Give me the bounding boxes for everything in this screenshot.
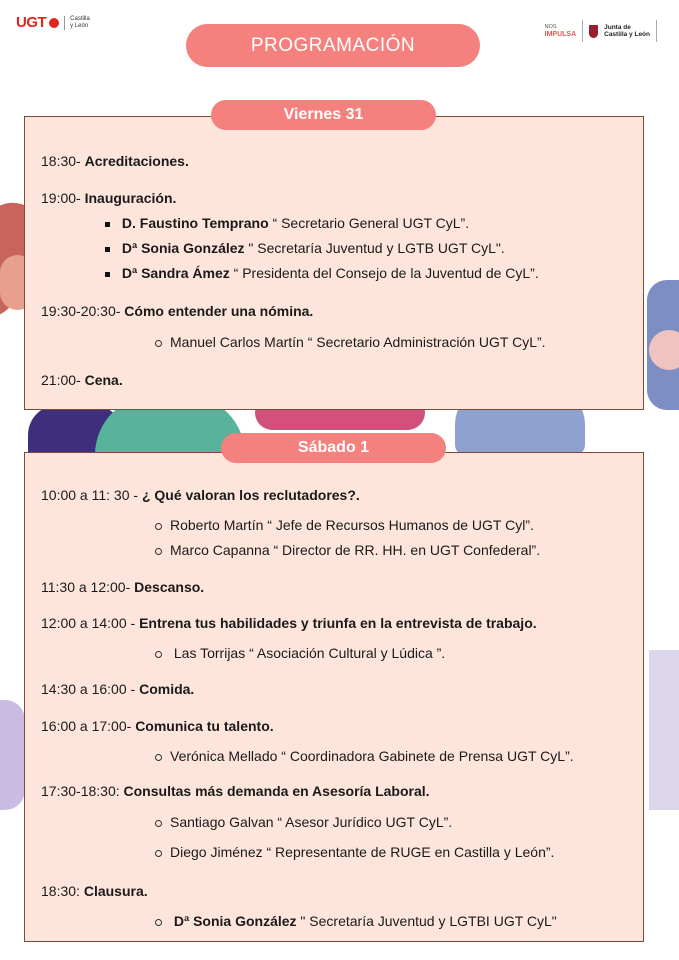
- decorative-shape: [649, 650, 679, 810]
- speaker-name: Dª Sonia González: [173, 913, 297, 929]
- item-time: 10:00 a 11: 30 -: [41, 487, 139, 503]
- speaker-role: “ Presidenta del Consejo de la Juventud de CyL”.: [229, 265, 539, 281]
- item-title: Comunica tu talento.: [135, 718, 274, 734]
- schedule-item: [41, 718, 274, 734]
- schedule-item: [41, 487, 360, 503]
- schedule-item: [41, 190, 176, 206]
- item-time: 18:30:: [41, 883, 80, 899]
- item-title: Acreditaciones.: [84, 153, 189, 169]
- junta-line1: Junta de: [604, 23, 631, 31]
- item-time: 17:30-18:30:: [41, 783, 124, 799]
- speaker-role: " Secretaría Juventud y LGTBI UGT CyL": [296, 913, 557, 929]
- item-title: ¿ Qué valoran los reclutadores?.: [141, 487, 360, 503]
- friday-day-label: Viernes 31: [211, 100, 436, 130]
- item-time: 19:00-: [41, 190, 81, 206]
- speaker-item: [155, 913, 557, 929]
- item-title: Entrena tus habilidades y triunfa en la entrevista de trabajo.: [139, 615, 537, 631]
- speaker-item: Verónica Mellado “ Coordinadora Gabinete de Prensa UGT CyL”.: [155, 748, 574, 764]
- item-title: Comida.: [139, 681, 195, 697]
- schedule-item: [41, 615, 537, 631]
- speaker-item: Manuel Carlos Martín “ Secretario Administración UGT CyL”.: [155, 334, 546, 350]
- ugt-region-line2: y León: [70, 22, 89, 29]
- coat-of-arms-icon: [589, 25, 598, 38]
- ugt-logo-text: UGT: [16, 14, 47, 31]
- impulsa-line1: NOS: [544, 23, 557, 30]
- item-title: Descanso.: [134, 579, 205, 595]
- impulsa-logo: [545, 24, 577, 39]
- speaker-item: [105, 240, 505, 256]
- schedule-item: [41, 783, 430, 799]
- decorative-shape: [0, 700, 25, 810]
- item-time: 12:00 a 14:00 -: [41, 615, 136, 631]
- schedule-item: [41, 883, 148, 899]
- junta-line2: Castilla y León: [604, 31, 650, 38]
- ugt-region: [70, 16, 90, 30]
- item-title: Consultas más demanda en Asesoría Laboral.: [123, 783, 430, 799]
- item-title: Clausura.: [83, 883, 148, 899]
- speaker-name: Dª Sonia González: [121, 240, 245, 256]
- speaker-item: Marco Capanna “ Director de RR. HH. en UGT Confederal”.: [155, 542, 540, 558]
- ugt-region-line1: Castilla: [70, 15, 90, 22]
- impulsa-line2: IMPULSA: [544, 30, 577, 38]
- item-time: 16:00 a 17:00-: [41, 718, 132, 734]
- schedule-item: [41, 579, 204, 595]
- item-title: Cómo entender una nómina.: [124, 303, 314, 319]
- rose-icon: [49, 18, 59, 28]
- speaker-item: [105, 265, 539, 281]
- speaker-item: Santiago Galvan “ Asesor Jurídico UGT CyL”.: [155, 814, 452, 830]
- junta-logo: [604, 24, 650, 39]
- schedule-item: [41, 372, 123, 388]
- page-title: PROGRAMACIÓN: [186, 24, 480, 67]
- speaker-name: D. Faustino Temprano: [121, 215, 269, 231]
- schedule-item: [41, 681, 194, 697]
- schedule-item: [41, 303, 313, 319]
- speaker-name: Dª Sandra Ámez: [121, 265, 230, 281]
- item-time: 19:30-20:30-: [41, 303, 121, 319]
- item-title: Cena.: [84, 372, 123, 388]
- item-title: Inauguración.: [84, 190, 177, 206]
- speaker-role: “ Secretario General UGT CyL”.: [268, 215, 470, 231]
- saturday-day-label: Sábado 1: [221, 433, 446, 463]
- item-time: 21:00-: [41, 372, 81, 388]
- divider: [64, 16, 65, 30]
- divider: [656, 20, 657, 42]
- item-time: 14:30 a 16:00 -: [41, 681, 136, 697]
- item-time: 18:30-: [41, 153, 81, 169]
- schedule-item: [41, 153, 189, 169]
- ugt-logo: [16, 14, 90, 31]
- item-time: 11:30 a 12:00-: [41, 579, 131, 595]
- sponsor-logos: [545, 20, 657, 42]
- speaker-item: Las Torrijas “ Asociación Cultural y Lúdica ”.: [155, 645, 445, 661]
- speaker-role: " Secretaría Juventud y LGTB UGT CyL".: [244, 240, 505, 256]
- speaker-item: Diego Jiménez “ Representante de RUGE en Castilla y León”.: [155, 844, 554, 860]
- speaker-item: Roberto Martín “ Jefe de Recursos Humanos de UGT Cyl”.: [155, 517, 534, 533]
- speaker-item: [105, 215, 469, 231]
- divider: [582, 20, 583, 42]
